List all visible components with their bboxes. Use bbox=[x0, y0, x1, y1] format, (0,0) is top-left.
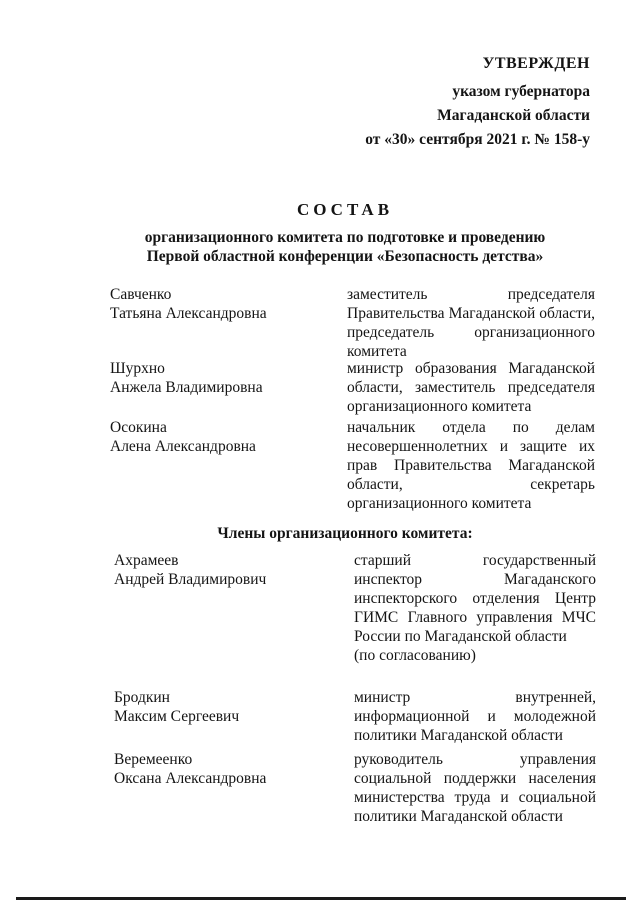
person-position: заместитель председателя Правительства Магаданской области, председатель организационного комитета bbox=[347, 286, 595, 360]
approval-block bbox=[330, 54, 590, 154]
person-surname: Савченко bbox=[110, 286, 172, 303]
document-title: СОСТАВ bbox=[296, 200, 394, 219]
person-name bbox=[110, 359, 330, 397]
person-given-name: Андрей Владимирович bbox=[114, 571, 267, 588]
approval-title: УТВЕРЖДЕН bbox=[482, 55, 590, 72]
person-given-name: Татьяна Александровна bbox=[110, 305, 267, 322]
person-surname: Шурхно bbox=[110, 360, 165, 377]
approval-decree-date: от «30» сентября 2021 г. № 158-у bbox=[365, 131, 590, 148]
person-surname: Осокина bbox=[110, 419, 167, 436]
person-surname: Веремеенко bbox=[114, 751, 193, 768]
subtitle-line: Первой областной конференции «Безопасность детства» bbox=[146, 248, 544, 265]
person-name bbox=[114, 551, 334, 589]
person-position-block bbox=[354, 551, 596, 665]
approval-line: указом губернатора bbox=[452, 83, 590, 100]
person-given-name: Оксана Александровна bbox=[114, 770, 267, 787]
members-heading: Члены организационного комитета: bbox=[217, 525, 473, 542]
person-surname: Бродкин bbox=[114, 689, 170, 706]
person-surname: Ахрамеев bbox=[114, 552, 179, 569]
person-name bbox=[114, 750, 334, 788]
person-name bbox=[110, 418, 330, 456]
scan-edge-line bbox=[16, 897, 626, 900]
person-given-name: Анжела Владимировна bbox=[110, 379, 263, 396]
person-position: министр внутренней, информационной и молодежной политики Магаданской области bbox=[354, 689, 596, 744]
person-given-name: Алена Александровна bbox=[110, 438, 256, 455]
person-name bbox=[110, 285, 330, 323]
person-position: руководитель управления социальной поддержки населения министерства труда и социальной политики Магаданской области bbox=[354, 751, 596, 825]
document-subtitle bbox=[60, 228, 630, 266]
subtitle-line: организационного комитета по подготовке и проведению bbox=[144, 229, 546, 246]
person-position: министр образования Магаданской области, заместитель председателя организационного комитета bbox=[347, 360, 595, 415]
agreement-note: (по согласованию) bbox=[354, 647, 476, 664]
person-position: начальник отдела по делам несовершеннолетних и защите их прав Правительства Магаданской области, секретарь организационного комитета bbox=[347, 419, 595, 512]
person-position: старший государственный инспектор Магаданского инспекторского отделения Центр ГИМС Главного управления МЧС России по Магаданской области bbox=[354, 552, 596, 645]
person-name bbox=[114, 688, 334, 726]
approval-line: Магаданской области bbox=[437, 107, 590, 124]
person-given-name: Максим Сергеевич bbox=[114, 708, 240, 725]
